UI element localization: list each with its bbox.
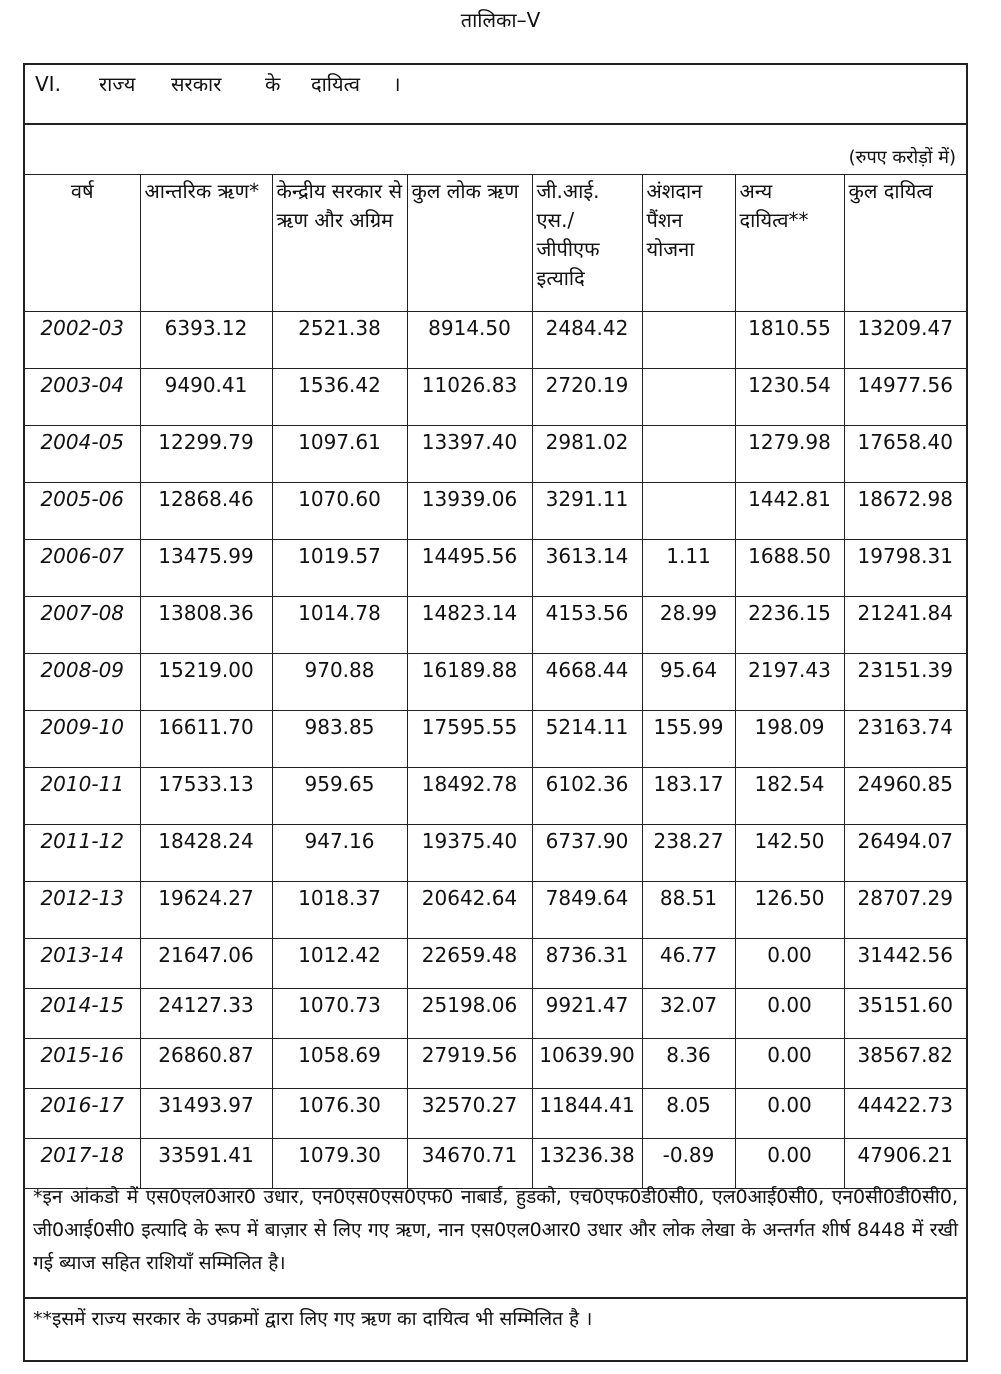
value-cell: 13236.38 — [532, 1139, 642, 1189]
value-cell: 155.99 — [642, 711, 735, 768]
year-cell: 2006-07 — [25, 540, 140, 597]
footnotes — [25, 1175, 966, 1340]
value-cell: 25198.06 — [407, 989, 532, 1039]
footnote-other-liabilities: **इसमें राज्य सरकार के उपक्रमों द्वारा लिए गए ऋण का दायित्व भी सम्मिलित है । — [33, 1308, 593, 1330]
value-cell: 32570.27 — [407, 1089, 532, 1139]
value-cell: 1079.30 — [272, 1139, 407, 1189]
table-row — [25, 426, 966, 483]
year-cell: 2008-09 — [25, 654, 140, 711]
value-cell: 28707.29 — [844, 882, 966, 939]
value-cell: 2981.02 — [532, 426, 642, 483]
value-cell: 3613.14 — [532, 540, 642, 597]
table-row — [25, 312, 966, 369]
liabilities-table — [25, 174, 966, 1189]
value-cell: 16189.88 — [407, 654, 532, 711]
value-cell: 182.54 — [735, 768, 844, 825]
value-cell — [642, 426, 735, 483]
value-cell: 2521.38 — [272, 312, 407, 369]
table-row — [25, 483, 966, 540]
value-cell: 13397.40 — [407, 426, 532, 483]
value-cell: 44422.73 — [844, 1089, 966, 1139]
column-header: अन्य दायित्व** — [735, 175, 844, 312]
value-cell: 13475.99 — [140, 540, 272, 597]
value-cell: 8.36 — [642, 1039, 735, 1089]
value-cell: 8914.50 — [407, 312, 532, 369]
value-cell: 947.16 — [272, 825, 407, 882]
value-cell: 0.00 — [735, 939, 844, 989]
value-cell: 20642.64 — [407, 882, 532, 939]
value-cell: 8.05 — [642, 1089, 735, 1139]
year-cell: 2005-06 — [25, 483, 140, 540]
value-cell: 6102.36 — [532, 768, 642, 825]
value-cell: 1442.81 — [735, 483, 844, 540]
value-cell: 238.27 — [642, 825, 735, 882]
value-cell: 22659.48 — [407, 939, 532, 989]
value-cell: 18492.78 — [407, 768, 532, 825]
table-row — [25, 768, 966, 825]
year-cell: 2016-17 — [25, 1089, 140, 1139]
value-cell: 959.65 — [272, 768, 407, 825]
value-cell: 6737.90 — [532, 825, 642, 882]
value-cell: 0.00 — [735, 989, 844, 1039]
table-row — [25, 711, 966, 768]
value-cell — [642, 312, 735, 369]
value-cell: 142.50 — [735, 825, 844, 882]
value-cell: 16611.70 — [140, 711, 272, 768]
value-cell: 17533.13 — [140, 768, 272, 825]
value-cell: 19798.31 — [844, 540, 966, 597]
value-cell: 23151.39 — [844, 654, 966, 711]
section-word: के — [265, 72, 281, 96]
year-cell: 2002-03 — [25, 312, 140, 369]
value-cell: 1014.78 — [272, 597, 407, 654]
value-cell: 18428.24 — [140, 825, 272, 882]
value-cell: 5214.11 — [532, 711, 642, 768]
section-word: । — [393, 72, 401, 96]
column-header: वर्ष — [25, 175, 140, 312]
section-word: राज्य — [99, 72, 136, 96]
value-cell: 21241.84 — [844, 597, 966, 654]
table-row — [25, 1089, 966, 1139]
table-row — [25, 939, 966, 989]
value-cell: 32.07 — [642, 989, 735, 1039]
value-cell: 26860.87 — [140, 1039, 272, 1089]
table-row — [25, 654, 966, 711]
table-row — [25, 369, 966, 426]
value-cell: 35151.60 — [844, 989, 966, 1039]
table-row — [25, 597, 966, 654]
value-cell: 14495.56 — [407, 540, 532, 597]
value-cell: 4153.56 — [532, 597, 642, 654]
year-cell: 2004-05 — [25, 426, 140, 483]
value-cell: 12299.79 — [140, 426, 272, 483]
value-cell: 6393.12 — [140, 312, 272, 369]
year-cell: 2017-18 — [25, 1139, 140, 1189]
value-cell: 1018.37 — [272, 882, 407, 939]
value-cell: 1070.60 — [272, 483, 407, 540]
value-cell: 14977.56 — [844, 369, 966, 426]
year-cell: 2009-10 — [25, 711, 140, 768]
value-cell: 3291.11 — [532, 483, 642, 540]
value-cell: 13808.36 — [140, 597, 272, 654]
page-title: तालिका–V — [460, 8, 541, 32]
value-cell: 12868.46 — [140, 483, 272, 540]
table-row — [25, 825, 966, 882]
value-cell: 2197.43 — [735, 654, 844, 711]
table-header-row — [25, 175, 966, 312]
value-cell: 46.77 — [642, 939, 735, 989]
value-cell — [642, 369, 735, 426]
value-cell: 1070.73 — [272, 989, 407, 1039]
value-cell: 88.51 — [642, 882, 735, 939]
value-cell: 23163.74 — [844, 711, 966, 768]
value-cell: 0.00 — [735, 1139, 844, 1189]
table-row — [25, 882, 966, 939]
section-number: VI. — [35, 72, 61, 96]
value-cell: 0.00 — [735, 1039, 844, 1089]
value-cell: 1.11 — [642, 540, 735, 597]
value-cell: -0.89 — [642, 1139, 735, 1189]
year-cell: 2015-16 — [25, 1039, 140, 1089]
value-cell: 19375.40 — [407, 825, 532, 882]
value-cell: 9490.41 — [140, 369, 272, 426]
value-cell: 1076.30 — [272, 1089, 407, 1139]
table-row — [25, 540, 966, 597]
unit-note: (रुपए करोड़ों में) — [848, 147, 956, 168]
value-cell: 38567.82 — [844, 1039, 966, 1089]
value-cell: 1810.55 — [735, 312, 844, 369]
value-cell: 9921.47 — [532, 989, 642, 1039]
value-cell: 14823.14 — [407, 597, 532, 654]
value-cell: 19624.27 — [140, 882, 272, 939]
value-cell: 1012.42 — [272, 939, 407, 989]
value-cell: 198.09 — [735, 711, 844, 768]
value-cell: 17658.40 — [844, 426, 966, 483]
year-cell: 2011-12 — [25, 825, 140, 882]
value-cell: 2484.42 — [532, 312, 642, 369]
value-cell: 11026.83 — [407, 369, 532, 426]
value-cell: 1097.61 — [272, 426, 407, 483]
value-cell: 13209.47 — [844, 312, 966, 369]
value-cell: 26494.07 — [844, 825, 966, 882]
value-cell: 31493.97 — [140, 1089, 272, 1139]
value-cell: 18672.98 — [844, 483, 966, 540]
column-header: अंशदान पैंशन योजना — [642, 175, 735, 312]
footnote-internal-debt: *इन आंकडो में एस0एल0आर0 उधार, एन0एस0एस0एफ0 नाबार्ड, हुडको, एच0एफ0डी0सी0, एल0आई0सी0, एन0सी0डी0सी0, जी0आई0सी0 इत्यादि के रूप में बाज़ार से लिए गए ऋण, नान एस0एल0आर0 उधार और लोक लेखा के अन्तर्गत शीर्ष 8448 में रखी गई ब्याज सहित राशियाँ सम्मिलित है। — [25, 1175, 966, 1299]
value-cell: 1279.98 — [735, 426, 844, 483]
section-heading — [25, 65, 966, 125]
value-cell: 24960.85 — [844, 768, 966, 825]
value-cell: 33591.41 — [140, 1139, 272, 1189]
value-cell: 21647.06 — [140, 939, 272, 989]
value-cell: 126.50 — [735, 882, 844, 939]
value-cell: 34670.71 — [407, 1139, 532, 1189]
value-cell: 11844.41 — [532, 1089, 642, 1139]
value-cell — [642, 483, 735, 540]
value-cell: 183.17 — [642, 768, 735, 825]
value-cell: 7849.64 — [532, 882, 642, 939]
value-cell: 24127.33 — [140, 989, 272, 1039]
value-cell: 1230.54 — [735, 369, 844, 426]
value-cell: 1058.69 — [272, 1039, 407, 1089]
column-header: कुल लोक ऋण — [407, 175, 532, 312]
year-cell: 2007-08 — [25, 597, 140, 654]
year-cell: 2010-11 — [25, 768, 140, 825]
year-cell: 2003-04 — [25, 369, 140, 426]
value-cell: 1536.42 — [272, 369, 407, 426]
value-cell: 970.88 — [272, 654, 407, 711]
value-cell: 13939.06 — [407, 483, 532, 540]
value-cell: 4668.44 — [532, 654, 642, 711]
value-cell: 2236.15 — [735, 597, 844, 654]
column-header: आन्तरिक ऋण* — [140, 175, 272, 312]
column-header: केन्द्रीय सरकार से ऋण और अग्रिम — [272, 175, 407, 312]
value-cell: 31442.56 — [844, 939, 966, 989]
value-cell: 0.00 — [735, 1089, 844, 1139]
value-cell: 95.64 — [642, 654, 735, 711]
value-cell: 1688.50 — [735, 540, 844, 597]
value-cell: 28.99 — [642, 597, 735, 654]
year-cell: 2012-13 — [25, 882, 140, 939]
table-row — [25, 1039, 966, 1089]
value-cell: 10639.90 — [532, 1039, 642, 1089]
value-cell: 15219.00 — [140, 654, 272, 711]
value-cell: 2720.19 — [532, 369, 642, 426]
section-word: सरकार — [171, 72, 222, 96]
column-header: जी.आई. एस./ जीपीएफ इत्यादि — [532, 175, 642, 312]
value-cell: 47906.21 — [844, 1139, 966, 1189]
value-cell: 17595.55 — [407, 711, 532, 768]
table-row — [25, 989, 966, 1039]
column-header: कुल दायित्व — [844, 175, 966, 312]
year-cell: 2013-14 — [25, 939, 140, 989]
section-word: दायित्व — [311, 72, 360, 96]
value-cell: 27919.56 — [407, 1039, 532, 1089]
value-cell: 1019.57 — [272, 540, 407, 597]
value-cell: 983.85 — [272, 711, 407, 768]
table-frame — [23, 63, 968, 1362]
value-cell: 8736.31 — [532, 939, 642, 989]
year-cell: 2014-15 — [25, 989, 140, 1039]
